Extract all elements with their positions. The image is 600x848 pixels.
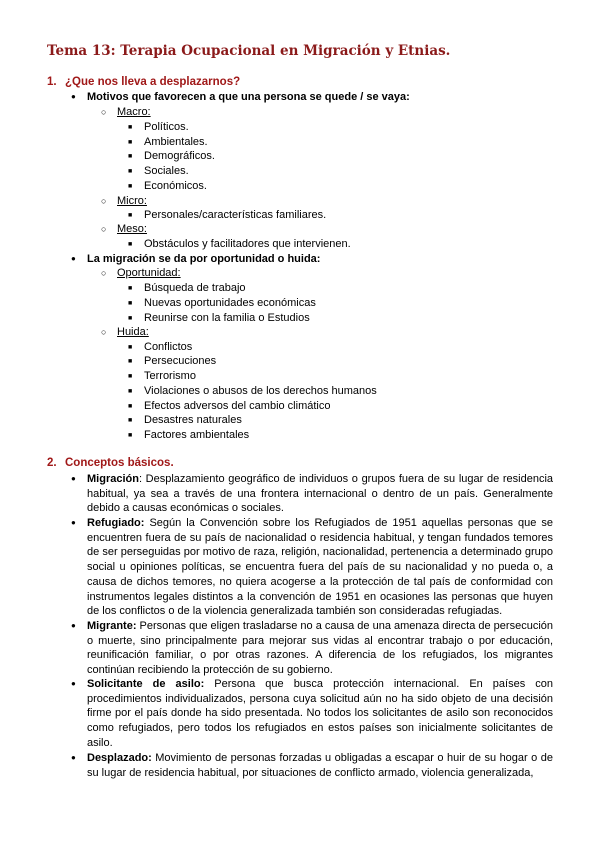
- list-item: ■ Personales/características familiares.: [144, 208, 326, 222]
- section-1-heading: [47, 76, 240, 88]
- list-item: ■ Efectos adversos del cambio climático: [144, 399, 330, 413]
- list-item: ■ Reunirse con la familia o Estudios: [144, 311, 310, 325]
- list-item: ■ Terrorismo: [144, 369, 196, 383]
- sub-oportunidad-label: ○ Oportunidad:: [117, 266, 181, 280]
- definition-term: Migración: [87, 473, 139, 485]
- sub-macro-label: ○ Macro:: [117, 105, 151, 119]
- definition-paragraph: [87, 677, 553, 751]
- list-item: ■ Económicos.: [144, 179, 207, 193]
- bullet-migracion-oportunidad: ● La migración se da por oportunidad o huida:: [87, 252, 320, 266]
- list-item: ■ Sociales.: [144, 164, 189, 178]
- definition-paragraph: [87, 516, 553, 619]
- section-1-number: 1.: [47, 76, 57, 88]
- list-item: ■ Conflictos: [144, 340, 192, 354]
- definition-term: Refugiado:: [87, 517, 145, 529]
- definition-paragraph: [87, 472, 553, 516]
- definition-text: Persona que busca protección internacional. En países con procedimientos individualizados, persona cuya solicitud aún no ha sido objeto de una decisión firme por el país donde ha sido presentada. No todos los solicitantes de asilo son reconocidos como refugiados, pero todos los refugiados en estos países son inicialmente solicitantes de asilo.: [87, 678, 553, 749]
- definition-migrante: [87, 619, 553, 678]
- sub-micro-label: ○ Micro:: [117, 194, 147, 208]
- definition-term: Solicitante de asilo:: [87, 678, 205, 690]
- section-1-title: ¿Que nos lleva a desplazarnos?: [65, 76, 241, 88]
- list-item: ■ Desastres naturales: [144, 413, 242, 427]
- list-item: ■ Factores ambientales: [144, 428, 249, 442]
- definition-text: Según la Convención sobre los Refugiados de 1951 aquellas personas que se encuentren fuera de su país de nacionalidad o residencia habitual, y tengan fundados temores de ser perseguidas por motivo de raza, religión, nacionalidad, pertenencia a determinado grupo social u opiniones políticas, se encuentra fuera del país de su nacionalidad y no pueda o, a causa de dichos temores, no quiera acogerse a la protección de tal país de conformidad con instrumentos legales distintos a la convención de 1951 en ocasiones las personas que huyen de los conflictos o de la violencia generalizada también son consideradas refugiadas.: [87, 517, 553, 618]
- bullet-motivos: ● Motivos que favorecen a que una persona se quede / se vaya:: [87, 90, 410, 104]
- page-title: Tema 13: Terapia Ocupacional en Migración y Etnias.: [47, 43, 451, 59]
- section-2-heading: [47, 457, 174, 469]
- definition-solicitante-asilo: [87, 677, 553, 751]
- definition-text: Movimiento de personas forzadas u obligadas a escapar o huir de su hogar o de su lugar de residencia habitual, por situaciones de conflicto armado, violencia generalizada,: [87, 752, 553, 779]
- list-item: ■ Nuevas oportunidades económicas: [144, 296, 316, 310]
- list-item: ■ Persecuciones: [144, 354, 216, 368]
- definition-paragraph: [87, 751, 553, 780]
- list-item: ■ Obstáculos y facilitadores que intervienen.: [144, 237, 351, 251]
- definition-text: : Desplazamiento geográfico de individuos o grupos fuera de su lugar de residencia habitual, ya sea a través de una frontera internacional o dentro de un país. Generalmente debido a causas económicas o sociales.: [87, 473, 553, 515]
- definition-migracion: [87, 472, 553, 516]
- section-2-title: Conceptos básicos.: [65, 457, 174, 469]
- sub-huida-label: ○ Huida:: [117, 325, 149, 339]
- list-item: ■ Violaciones o abusos de los derechos humanos: [144, 384, 377, 398]
- section-2-number: 2.: [47, 457, 57, 469]
- definition-text: Personas que eligen trasladarse no a causa de una amenaza directa de persecución o muerte, sino principalmente para mejorar sus vidas al encontrar trabajo o por educación, reunificación familiar, o por otras razones. A diferencia de los refugiados, los migrantes continúan recibiendo la protección de su gobierno.: [87, 620, 553, 677]
- definition-paragraph: [87, 619, 553, 678]
- sub-meso-label: ○ Meso:: [117, 222, 147, 236]
- list-item: ■ Ambientales.: [144, 135, 208, 149]
- list-item: ■ Políticos.: [144, 120, 189, 134]
- definition-desplazado: [87, 751, 553, 780]
- list-item: ■ Búsqueda de trabajo: [144, 281, 246, 295]
- definition-refugiado: [87, 516, 553, 619]
- definition-term: Desplazado:: [87, 752, 152, 764]
- definition-term: Migrante:: [87, 620, 137, 632]
- list-item: ■ Demográficos.: [144, 149, 215, 163]
